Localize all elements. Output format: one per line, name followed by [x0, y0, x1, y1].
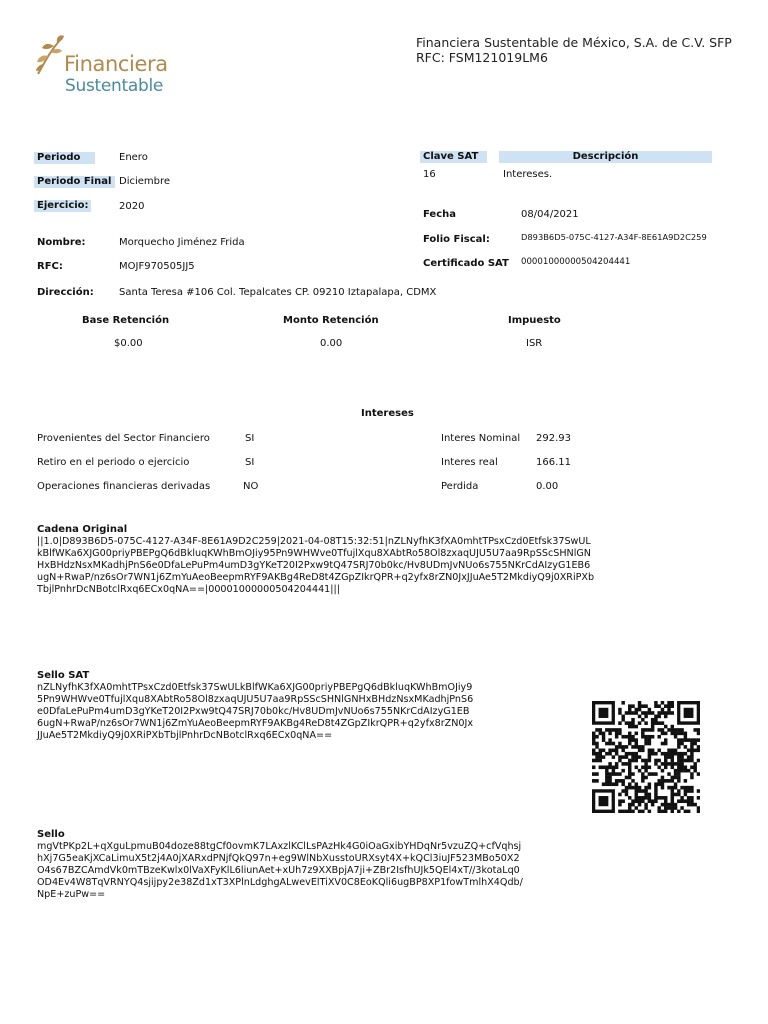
intereses-row-value: 0.00 [536, 481, 559, 492]
intereses-row-metric: Perdida [441, 481, 479, 492]
intereses-row-label: Retiro en el periodo o ejercicio [37, 457, 190, 468]
ejercicio-label: Ejercicio: [34, 200, 91, 212]
periodo-label: Periodo [34, 152, 95, 164]
periodo-final-value: Diciembre [119, 176, 171, 187]
logo-text-sustentable: Sustentable [65, 76, 164, 96]
impuesto-label: Impuesto [508, 315, 561, 326]
descripcion-value: Intereses. [503, 169, 553, 180]
intereses-row-value: 292.93 [536, 433, 571, 444]
intereses-row-metric: Interes real [441, 457, 498, 468]
company-rfc: RFC: FSM121019LM6 [416, 50, 548, 65]
sello-sat-block [37, 670, 557, 742]
impuesto-value: ISR [526, 338, 543, 349]
periodo-final-label: Periodo Final [34, 176, 115, 188]
folio-fiscal-label: Folio Fiscal: [423, 234, 490, 245]
clave-sat-value: 16 [423, 169, 436, 180]
fecha-label: Fecha [423, 209, 457, 220]
base-retencion-value: $0.00 [114, 338, 143, 349]
clave-sat-label: Clave SAT [420, 151, 487, 163]
cadena-original-block [37, 524, 627, 596]
sello-block [37, 829, 597, 901]
intereses-row-metric: Interes Nominal [441, 433, 521, 444]
sello-title: Sello [37, 829, 65, 840]
company-header [416, 35, 732, 65]
monto-retencion-value: 0.00 [320, 338, 343, 349]
sello-text: mgVtPKp2L+qXguLpmuB04doze88tgCf0ovmK7LAxzlKClLsPAzHk4G0iOaGxibYHDqNr5vzuZQ+cfVqhsj hXj7G5eaKjXCaLimuX5t2j4A0jXARxdPNjfQkQ97n+eg9WlNbXusstoURXsyt4X+kQCl3iuJF523MBo50X2 O4s67BZCAmdVk0mTBzeKwlx0lVaXFyKlL6liunAet+xUh7z9XXBpjA7ji+ZBr2IsfhUJk5QEl4xT//3kotaLq0 OD4Ev4W8TqVRNYQ4sjijpy2e38Zd1xT3XPlnLdghgALwevElTiXV0C8EoKQli6ugBP8XP1fowTmlhX4Qdb/ NpE+zuPw== [37, 841, 523, 900]
logo-text-financiera: Financiera [64, 52, 168, 76]
leaf-logo-icon [34, 34, 68, 78]
intereses-row-label: Provenientes del Sector Financiero [37, 433, 210, 444]
ejercicio-value: 2020 [119, 201, 145, 212]
sello-sat-title: Sello SAT [37, 670, 90, 681]
certificado-sat-label: Certificado SAT [423, 258, 509, 269]
rfc-label: RFC: [37, 261, 63, 272]
company-logo [34, 34, 174, 98]
intereses-row-label: Operaciones financieras derivadas [37, 481, 211, 492]
direccion-value: Santa Teresa #106 Col. Tepalcates CP. 09210 Iztapalapa, CDMX [119, 287, 437, 298]
cadena-original-title: Cadena Original [37, 524, 128, 535]
certificado-sat-value: 00001000000504204441 [521, 257, 631, 267]
intereses-row-flag: NO [243, 481, 259, 492]
folio-fiscal-value: D893B6D5-075C-4127-A34F-8E61A9D2C259 [521, 232, 707, 242]
sello-sat-text: nZLNyfhK3fXA0mhtTPsxCzd0Etfsk37SwULkBlfWKa6XJG00priyPBEPgQ6dBkluqKWhBmOJiy9 5Pn9WHWve0TfujlXqu8XAbtRo58Ol8zxaqUJU5U7aa9RpSScSHNlGNHxBHdzNsxMKadhjPnS6 e0DfaLePuPm4umD3gYKeT20I2Pxw9tQ47SRJ70b0kc/Hv8UDmJvNUo6s755NKrCdAIzyG1EB 6ugN+RwaP/nz6sOr7WN1j6ZmYuAeoBeepmRYF9AKBg4ReD8t4ZGpZIkrQPR+q2yfx8rZN0Jx JJuAe5T2MkdiyQ9j0XRiPXbTbjlPnhrDcNBotclRxq6ECx0qNA== [37, 682, 474, 741]
descripcion-label: Descripción [499, 151, 712, 163]
intereses-title: Intereses [361, 408, 414, 419]
company-name: Financiera Sustentable de México, S.A. de C.V. SFP [416, 35, 732, 50]
intereses-row-flag: SI [245, 457, 255, 468]
intereses-row-flag: SI [245, 433, 255, 444]
direccion-label: Dirección: [37, 287, 94, 298]
monto-retencion-label: Monto Retención [283, 315, 379, 326]
nombre-label: Nombre: [37, 237, 86, 248]
qr-code-icon [592, 701, 700, 813]
cadena-original-text: ||1.0|D893B6D5-075C-4127-A34F-8E61A9D2C259|2021-04-08T15:32:51|nZLNyfhK3fXA0mhtTPsxCzd0Etfsk37SwUL kBlfWKa6XJG00priyPBEPgQ6dBkluqKWhBmOJiy95Pn9WHWve0TfujlXqu8XAbtRo58Ol8zxaqUJU5U7aa9RpSScSHNlGN HxBHdzNsxMKadhjPnS6e0DfaLePuPm4umD3gYKeT20I2Pxw9tQ47SRJ70b0kc/Hv8UDmJvNUo6s755NKrCdAIzyG1EB6 ugN+RwaP/nz6sOr7WN1j6ZmYuAeoBeepmRYF9AKBg4ReD8t4ZGpZIkrQPR+q2yfx8rZN0JxJJuAe5T2MkdiyQ9j0XRiPXb TbjlPnhrDcNBotclRxq6ECx0qNA==|00001000000504204441||| [37, 536, 595, 595]
fecha-value: 08/04/2021 [521, 209, 579, 220]
intereses-row-value: 166.11 [536, 457, 571, 468]
periodo-value: Enero [119, 152, 148, 163]
rfc-value: MOJF970505JJ5 [119, 261, 195, 272]
base-retencion-label: Base Retención [82, 315, 170, 326]
nombre-value: Morquecho Jiménez Frida [119, 237, 245, 248]
